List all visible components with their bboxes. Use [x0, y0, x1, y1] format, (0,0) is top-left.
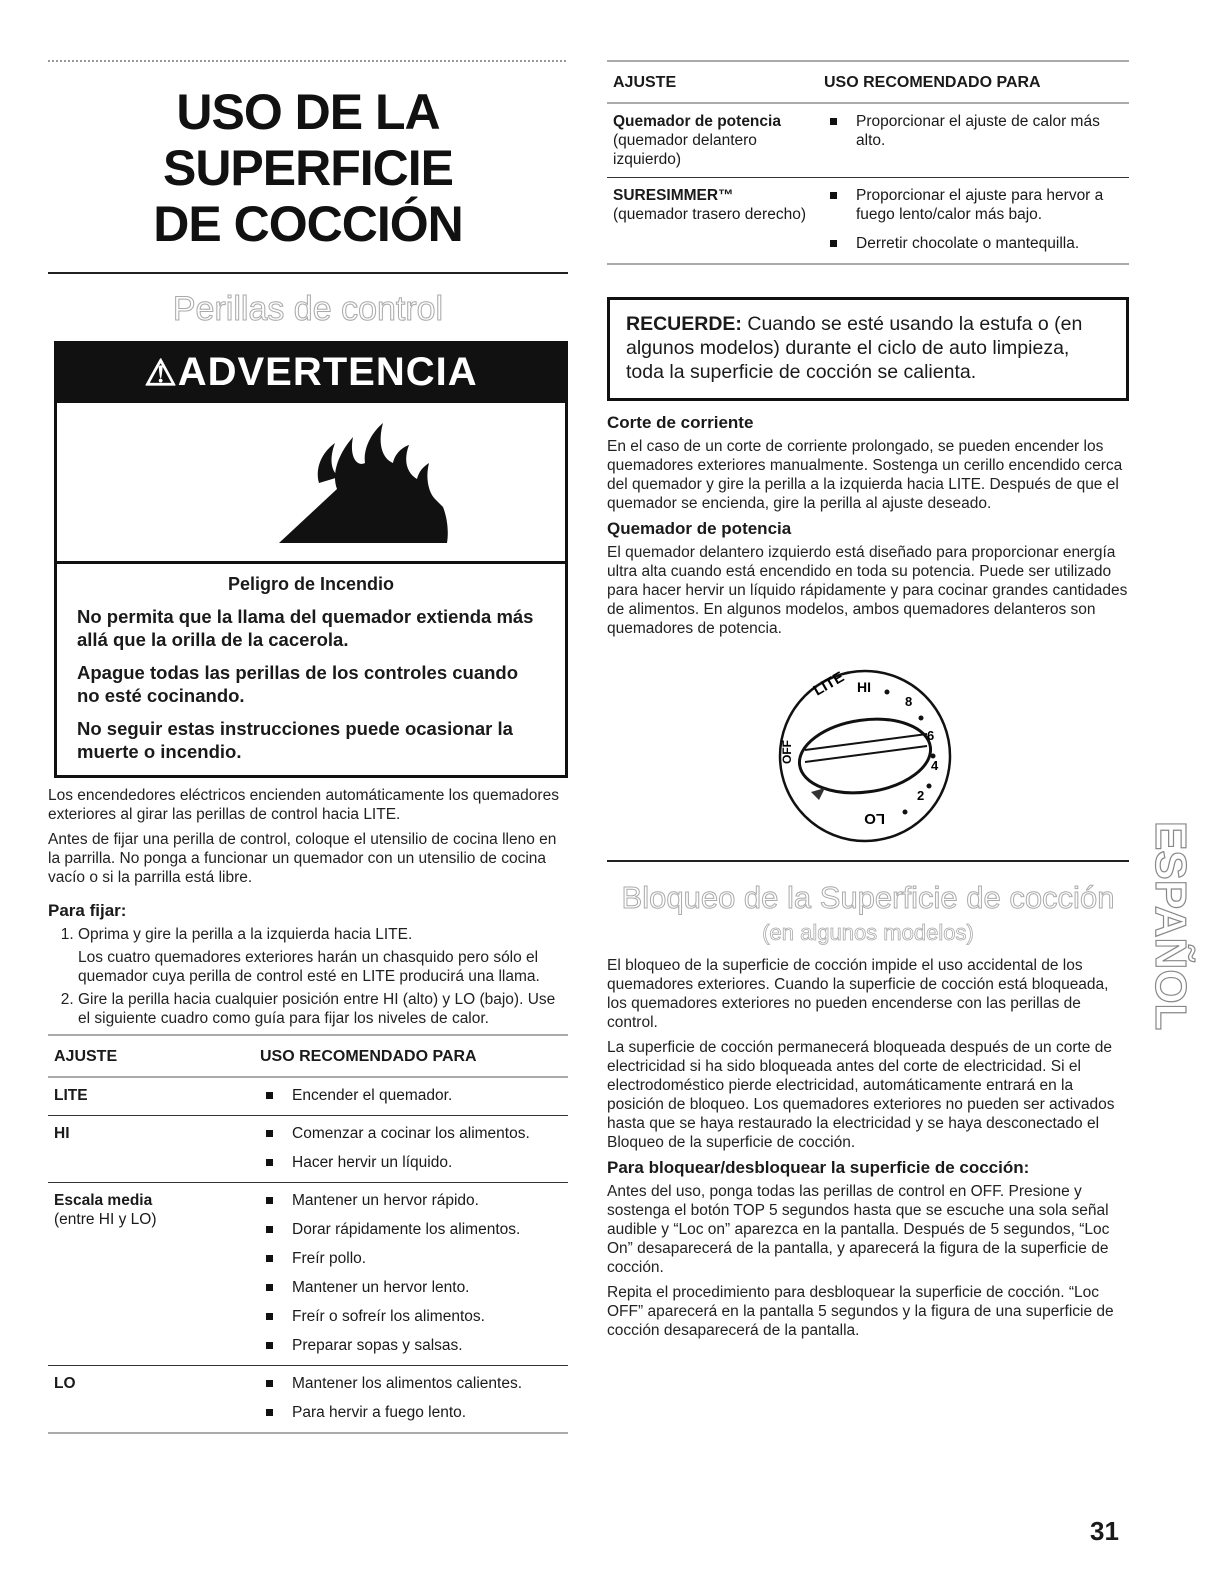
- knobs-section-title: Perillas de control: [172, 290, 444, 328]
- top-dotted-rule: [48, 60, 568, 62]
- flame-icon: [57, 403, 571, 561]
- right-column: [607, 60, 1129, 1346]
- step-item: 2. Gire la perilla hacia cualquier posición entre HI (alto) y LO (bajo). Use el siguiente cuadro como guía para fijar los niveles de calor.: [78, 990, 568, 1028]
- table-row: LITE Encender el quemador.: [48, 1077, 568, 1116]
- knob-label-4: 4: [931, 758, 939, 773]
- warning-line: No seguir estas instrucciones puede ocasionar la muerte o incendio.: [77, 718, 513, 762]
- lock-section-title: Bloqueo de la Superficie de cocción: [621, 880, 1115, 915]
- power-cut-heading: Corte de corriente: [607, 413, 754, 432]
- intro-paragraph: Los encendedores eléctricos encienden automáticamente los quemadores exteriores al girar las perillas de control hacia LITE.: [48, 787, 559, 823]
- control-knob-illustration: [607, 648, 1129, 858]
- title-rule: [48, 272, 568, 274]
- set-heading: Para fijar:: [48, 901, 127, 920]
- table-row: HI Comenzar a cocinar los alimentos. Hacer hervir un líquido.: [48, 1116, 568, 1183]
- table-header-row: [607, 61, 1129, 103]
- table-row: Escala media (entre HI y LO) Mantener un hervor rápido. Dorar rápidamente los alimentos. Freír pollo. Mantener un hervor lento. Freír o sofreír los alimentos. Preparar sopas y salsas.: [48, 1183, 568, 1366]
- svg-text:ESPAÑOL: ESPAÑOL: [1146, 821, 1195, 1031]
- lock-heading: Para bloquear/desbloquear la superficie de cocción:: [607, 1158, 1030, 1177]
- language-side-tab: [1146, 815, 1196, 1055]
- table-row: Quemador de potencia (quemador delantero izquierdo) Proporcionar el ajuste de calor más alto.: [607, 103, 1129, 178]
- table-header-row: [48, 1035, 568, 1077]
- table-row: SURESIMMER™ (quemador trasero derecho) Proporcionar el ajuste para hervor a fuego lento/calor más bajo. Derretir chocolate o mantequilla.: [607, 178, 1129, 265]
- lock-paragraph: Repita el procedimiento para desbloquear la superficie de cocción. “Loc OFF” aparecerá en la pantalla 5 segundos y la figura de una superficie de cocción desaparecerá de la pantalla.: [607, 1284, 1114, 1339]
- knob-label-8: 8: [905, 694, 913, 709]
- power-burner-heading: Quemador de potencia: [607, 519, 792, 538]
- warning-box: [54, 341, 568, 778]
- column-header: AJUSTE: [613, 74, 677, 91]
- section-rule: [607, 860, 1129, 862]
- warning-header: ⚠ADVERTENCIA: [57, 344, 565, 403]
- warning-line: No permita que la llama del quemador extienda más allá que la orilla de la cacerola.: [77, 606, 534, 650]
- column-header: AJUSTE: [54, 1048, 118, 1065]
- warning-body: [57, 564, 565, 775]
- set-steps: [48, 925, 568, 1028]
- left-column: [48, 60, 568, 1434]
- remember-box: RECUERDE: Cuando se esté usando la estufa o (en algunos modelos) durante el ciclo de auto limpieza, toda la superficie de cocción se calienta.: [607, 297, 1129, 401]
- lock-paragraph: La superficie de cocción permanecerá bloqueada después de un corte de electricidad si ha sido bloqueada antes del corte de electricidad. Si el electrodoméstico pierde electricidad, automáticamente entrará en la posición de bloqueo. Los quemadores exteriores no pueden ser activados hasta que se haya restaurado la electricidad y se haya desconectado el Bloqueo de la superficie de cocción.: [607, 1039, 1115, 1151]
- step-item: 1. Oprima y gire la perilla a la izquierda hacia LITE. Los cuatro quemadores exteriores harán un chasquido pero sólo el quemador cuya perilla de control esté en LITE producirá una llama.: [78, 925, 568, 986]
- intro-paragraph: Antes de fijar una perilla de control, coloque el utensilio de cocina lleno en la parrilla. No ponga a funcionar un quemador con un utensilio de cocina vacío o si la parrilla está libre.: [48, 831, 557, 886]
- hazard-title: Peligro de Incendio: [227, 574, 395, 594]
- page-number: 31: [1090, 1516, 1119, 1546]
- knob-label-off: OFF: [780, 740, 794, 764]
- settings-table: [48, 1034, 568, 1434]
- burner-table: [607, 60, 1129, 265]
- table-row: LO Mantener los alimentos calientes. Para hervir a fuego lento.: [48, 1366, 568, 1434]
- column-header: USO RECOMENDADO PARA: [260, 1048, 477, 1065]
- fire-hazard-symbol: [57, 403, 565, 564]
- lock-paragraph: Antes del uso, ponga todas las perillas de control en OFF. Presione y sostenga el botón TOP 5 segundos hasta que se escuche una sola señal audible y “Loc on” aparezca en la pantalla. Después de 5 segundos, “Loc On” desaparecerá de la pantalla, y aparecerá la figura de la superficie de cocción.: [607, 1183, 1110, 1276]
- knob-label-lite: LITE: [810, 668, 848, 700]
- warning-line: Apague todas las perillas de los controles cuando no esté cocinando.: [77, 662, 519, 706]
- knob-label-hi: HI: [857, 679, 871, 695]
- power-burner-text: El quemador delantero izquierdo está diseñado para proporcionar energía ultra alta cuando está encendido en toda su potencia. Puede ser utilizado para hacer hervir un líquido rápidamente y para cocinar grandes cantidades de alimentos. En algunos modelos, ambos quemadores delanteros son quemadores de potencia.: [607, 544, 1128, 637]
- warning-triangle-icon: ⚠: [144, 352, 178, 393]
- knob-label-6: 6: [927, 728, 935, 743]
- knob-label-2: 2: [917, 788, 925, 803]
- page-title: USO DE LA SUPERFICIE DE COCCIÓN: [153, 84, 463, 252]
- power-cut-text: En el caso de un corte de corriente prolongado, se pueden encender los quemadores exteriores manualmente. Sostenga un cerillo encendido cerca del quemador y gire la perilla a la izquierda hacia LITE. Después de que el quemador se encienda, gire la perilla al ajuste deseado.: [607, 438, 1123, 512]
- column-header: USO RECOMENDADO PARA: [824, 74, 1041, 91]
- knob-label-lo: LO: [864, 810, 885, 827]
- knob-icon: [607, 648, 1129, 848]
- lock-section-subtitle: (en algunos modelos): [762, 920, 974, 945]
- lock-paragraph: El bloqueo de la superficie de cocción impide el uso accidental de los quemadores exteriores. Cuando la superficie de cocción está bloqueada, los quemadores exteriores no pueden encenderse con las perillas de control.: [607, 957, 1109, 1031]
